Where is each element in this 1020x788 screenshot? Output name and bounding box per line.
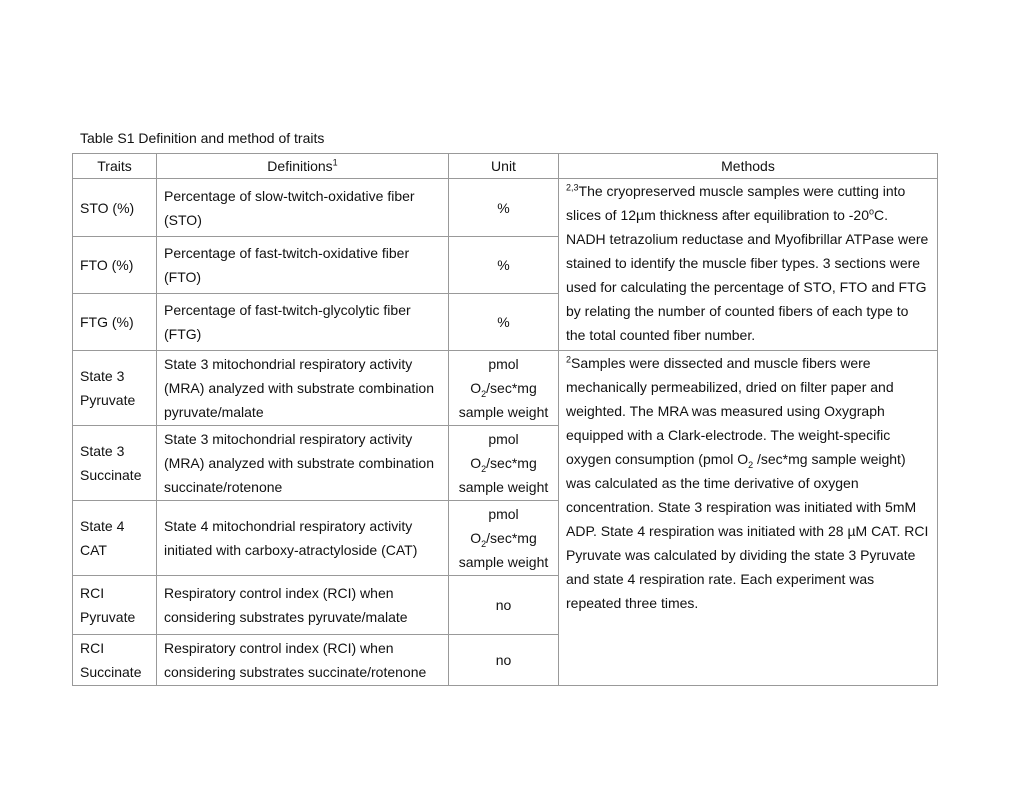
methods-text: C. NADH tetrazolium reductase and Myofibrillar ATPase were stained to identify the muscle fiber types. 3 sections were used for calculating the percentage of STO, FTO and FTG by relating the number of counted fibers of each type to the total counted fiber number. — [566, 207, 929, 343]
definition-cell: State 3 mitochondrial respiratory activity (MRA) analyzed with substrate combination succinate/rotenone — [157, 426, 449, 501]
unit-text: pmol O — [470, 506, 519, 546]
definition-cell: State 4 mitochondrial respiratory activity initiated with carboxy-atractyloside (CAT) — [157, 501, 449, 576]
definition-cell: Percentage of slow-twitch-oxidative fiber (STO) — [157, 179, 449, 237]
trait-cell: RCI Succinate — [73, 635, 157, 686]
trait-cell: STO (%) — [73, 179, 157, 237]
methods-cell-fiber — [559, 179, 938, 351]
unit-cell: % — [449, 294, 559, 351]
unit-text: pmol O — [470, 431, 519, 471]
table-caption: Table S1 Definition and method of traits — [80, 130, 325, 146]
unit-text: /sec*mg sample weight — [458, 530, 549, 570]
unit-cell: % — [449, 237, 559, 294]
methods-text: Samples were dissected and muscle fibers were mechanically permeabilized, dried on filter paper and weighted. The MRA was measured using Oxygraph equipped with a Clark-electrode. The weight-specific oxygen consumption (pmol O — [566, 355, 894, 467]
degree-marker: o — [869, 206, 875, 217]
trait-cell: State 4 CAT — [73, 501, 157, 576]
unit-text: /sec*mg sample weight — [458, 380, 549, 420]
methods-cell-respiration — [559, 351, 938, 686]
header-methods: Methods — [559, 154, 938, 179]
unit-cell — [449, 501, 559, 576]
unit-cell — [449, 426, 559, 501]
footnote-marker: 2 — [566, 354, 572, 365]
methods-text: /sec*mg sample weight) was calculated as the time derivative of oxygen concentration. State 3 respiration was initiated with 5mM ADP. State 4 respiration was initiated with 28 µM CAT. RCI Pyruvate was calculated by dividing the state 3 Pyruvate and state 4 respiration rate. Each experiment was repeated three times. — [566, 451, 929, 611]
subscript: 2 — [481, 538, 487, 549]
header-row — [73, 154, 938, 179]
trait-cell: State 3 Succinate — [73, 426, 157, 501]
table-row — [73, 351, 938, 426]
header-traits: Traits — [73, 154, 157, 179]
subscript: 2 — [748, 459, 754, 470]
unit-cell: no — [449, 635, 559, 686]
trait-cell: RCI Pyruvate — [73, 576, 157, 635]
unit-cell — [449, 351, 559, 426]
trait-cell: FTO (%) — [73, 237, 157, 294]
footnote-marker: 1 — [332, 157, 338, 168]
table-row — [73, 179, 938, 237]
definition-cell: Respiratory control index (RCI) when considering substrates succinate/rotenone — [157, 635, 449, 686]
header-unit: Unit — [449, 154, 559, 179]
definition-cell: Respiratory control index (RCI) when considering substrates pyruvate/malate — [157, 576, 449, 635]
unit-cell: no — [449, 576, 559, 635]
definition-cell: Percentage of fast-twitch-oxidative fiber (FTO) — [157, 237, 449, 294]
unit-text: /sec*mg sample weight — [458, 455, 549, 495]
methods-text: The cryopreserved muscle samples were cutting into slices of 12µm thickness after equilibration to -20 — [566, 183, 906, 223]
header-definitions — [157, 154, 449, 179]
subscript: 2 — [481, 388, 487, 399]
header-definitions-label: Definitions — [267, 158, 333, 174]
trait-cell: FTG (%) — [73, 294, 157, 351]
trait-cell: State 3 Pyruvate — [73, 351, 157, 426]
subscript: 2 — [481, 463, 487, 474]
definition-cell: Percentage of fast-twitch-glycolytic fiber (FTG) — [157, 294, 449, 351]
definition-cell: State 3 mitochondrial respiratory activity (MRA) analyzed with substrate combination pyruvate/malate — [157, 351, 449, 426]
traits-table — [72, 153, 938, 686]
footnote-marker: 2,3 — [566, 182, 579, 193]
unit-text: pmol O — [470, 356, 519, 396]
unit-cell: % — [449, 179, 559, 237]
